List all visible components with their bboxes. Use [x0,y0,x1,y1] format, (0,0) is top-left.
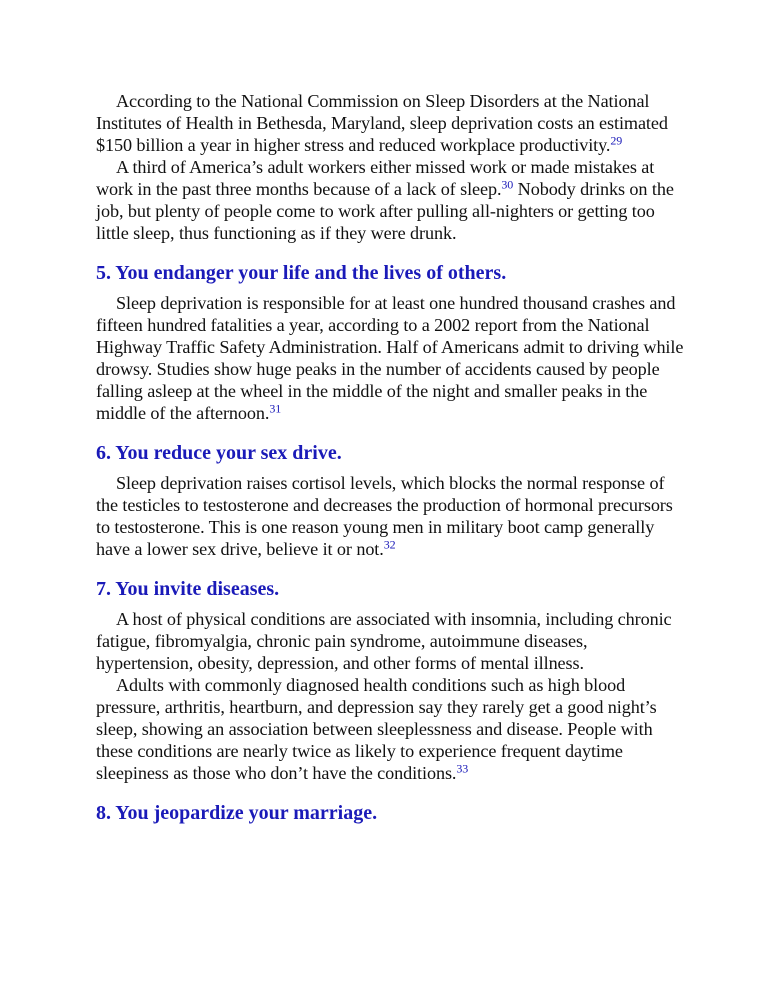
heading-sex-drive: 6. You reduce your sex drive. [96,442,342,464]
footnote-32[interactable]: 32 [383,537,396,552]
footnote-33[interactable]: 33 [456,761,469,776]
paragraph-conditions [96,608,686,674]
paragraph-adult-workers [96,156,686,244]
paragraph-text: A host of physical conditions are associated with insomnia, including chronic fatigue, fibromyalgia, chronic pain syndrome, autoimmune diseases, hypertension, obesity, depression, and other forms of mental illness. [96,609,672,673]
heading-invite-diseases: 7. You invite diseases. [96,578,280,600]
footnote-31[interactable]: 31 [269,401,282,416]
footnote-29[interactable]: 29 [610,133,623,148]
heading-jeopardize-marriage: 8. You jeopardize your marriage. [96,802,378,824]
paragraph-text: A third of America’s adult workers either missed work or made mistakes at work in the past three months because of a lack of sleep. [96,157,655,199]
paragraph-text: According to the National Commission on Sleep Disorders at the National Institutes of Health in Bethesda, Maryland, sleep deprivation costs an estimated $150 billion a year in higher stress and reduced workplace productivity. [96,91,668,155]
paragraph-cortisol [96,472,686,560]
heading-endanger-life: 5. You endanger your life and the lives of others. [96,262,507,284]
footnote-30[interactable]: 30 [501,177,514,192]
paragraph-text: Sleep deprivation is responsible for at least one hundred thousand crashes and fifteen hundred fatalities a year, according to a 2002 report from the National Highway Traffic Safety Administration. Half of Americans admit to driving while drowsy. Studies show huge peaks in the number of accidents caused by people falling asleep at the wheel in the middle of the night and smaller peaks in the middle of the afternoon. [96,293,684,423]
paragraph-workplace-cost [96,90,686,156]
page-content [96,90,686,826]
paragraph-health-conditions [96,674,686,784]
paragraph-text: Sleep deprivation raises cortisol levels, which blocks the normal response of the testicles to testosterone and decreases the production of hormonal precursors to testosterone. This is one reason young men in military boot camp generally have a lower sex drive, believe it or not. [96,473,673,559]
paragraph-text: Nobody drinks on the job, but plenty of people come to work after pulling all-nighters or getting too little sleep, thus functioning as if they were drunk. [96,179,674,243]
paragraph-crashes [96,292,686,424]
paragraph-text: Adults with commonly diagnosed health conditions such as high blood pressure, arthritis, heartburn, and depression say they rarely get a good night’s sleep, showing an association between sleeplessness and disease. People with these conditions are nearly twice as likely to experience frequent daytime sleepiness as those who don’t have the conditions. [96,675,657,783]
